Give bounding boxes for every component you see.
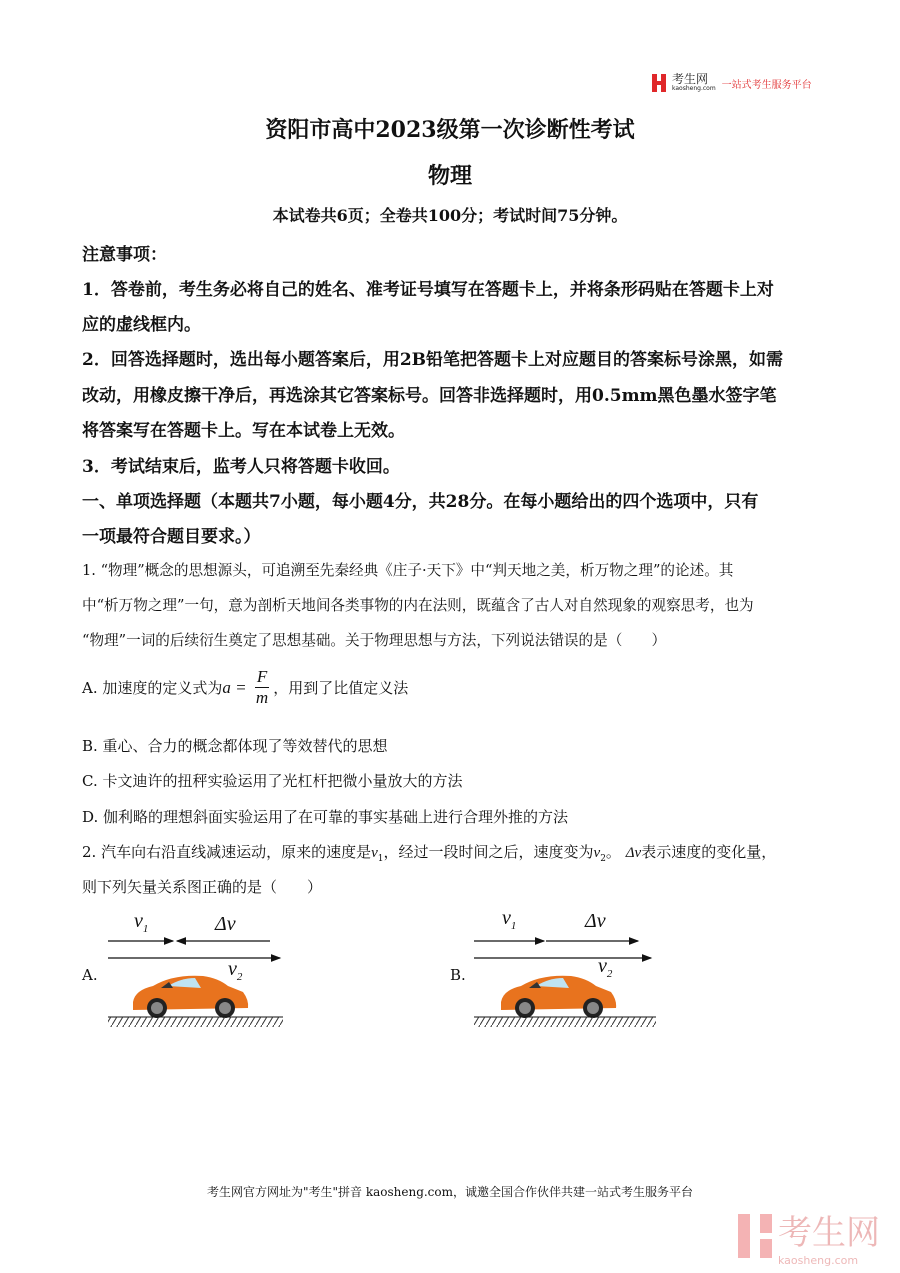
note-line: 将答案写在答题卡上。写在本试卷上无效。 [82, 421, 405, 441]
fraction: $\frac{F}{m}$ [255, 667, 269, 707]
note-line: 2．回答选择题时，选出每小题答案后，用2B铅笔把答题卡上对应题目的答案标号涂黑，如需 [82, 350, 784, 370]
question-1-text: 1. “物理”概念的思想源头，可追溯至先秦经典《庄子·天下》中“判天地之美，析万物之理”的论述。其 [82, 562, 734, 579]
section-heading: 一、单项选择题（本题共7小题，每小题4分，共28分。在每小题给出的四个选项中，只有 [82, 492, 759, 512]
watermark-logo-icon [738, 1214, 772, 1258]
watermark: 考生网 kaosheng.com [738, 1205, 880, 1267]
question-2-text: 2. 汽车向右沿直线减速运动，原来的速度是$v_1$，经过一段时间之后，速度变为$v_2$。 Δv表示速度的变化量， [82, 843, 777, 864]
note-line: 3．考试结束后，监考人只将答题卡收回。 [82, 457, 400, 477]
q1-option-b: B. 重心、合力的概念都体现了等效替代的思想 [82, 737, 388, 755]
v1-label: $v_1$ [134, 910, 149, 935]
v2-label: $v_2$ [598, 955, 613, 980]
v1-label: $v_1$ [502, 907, 517, 932]
question-1-text: 中“析万物之理”一句，意为剖析天地间各类事物的内在法则，既蕴含了古人对自然现象的观察思考，也为 [82, 597, 754, 614]
question-1-text: “物理”一词的后续衍生奠定了思想基础。关于物理思想与方法，下列说法错误的是（ ） [82, 632, 667, 649]
v2-label: $v_2$ [228, 958, 243, 983]
subject-title: 物理 [427, 163, 472, 189]
note-line: 1．答卷前，考生务必将自己的姓名、准考证号填写在答题卡上，并将条形码贴在答题卡上对 [82, 280, 774, 300]
brand-logo [652, 74, 812, 92]
page-footer: 考生网官方网址为"考生"拼音 kaosheng.com，诚邀全国合作伙伴共建一站式考生服务平台 [206, 1185, 694, 1199]
q1-option-c: C. 卡文迪许的扭秤实验运用了光杠杆把微小量放大的方法 [82, 772, 463, 790]
logo-text: 考生网 kaosheng.com [672, 72, 716, 92]
figure-b-label: B. [450, 966, 466, 984]
note-line: 改动，用橡皮擦干净后，再选涂其它答案标号。回答非选择题时，用0.5mm黑色墨水签字笔 [82, 386, 777, 406]
figure-a [100, 905, 290, 1035]
car-image [501, 976, 616, 1018]
exam-info: 本试卷共6页；全卷共100分；考试时间75分钟。 [272, 206, 628, 225]
figure-b [468, 905, 663, 1035]
q1-option-a: A. 加速度的定义式为 a = $\frac{F}{m}$ ，用到了比值定义法 [82, 667, 409, 707]
q1-option-d: D. 伽利略的理想斜面实验运用了在可靠的事实基础上进行合理外推的方法 [82, 808, 569, 826]
question-2-text: 则下列矢量关系图正确的是（ ） [82, 878, 323, 896]
notes-heading: 注意事项： [82, 245, 167, 265]
delta-v-label: Δv [215, 913, 236, 935]
note-line: 应的虚线框内。 [82, 315, 201, 335]
section-heading: 一项最符合题目要求。） [82, 527, 261, 547]
exam-title: 资阳市高中2023级第一次诊断性考试 [265, 117, 635, 143]
delta-v-label: Δv [585, 910, 606, 932]
figure-a-label: A. [82, 966, 98, 984]
slogan: 一站式考生服务平台 [721, 79, 812, 91]
logo-icon [652, 74, 666, 92]
